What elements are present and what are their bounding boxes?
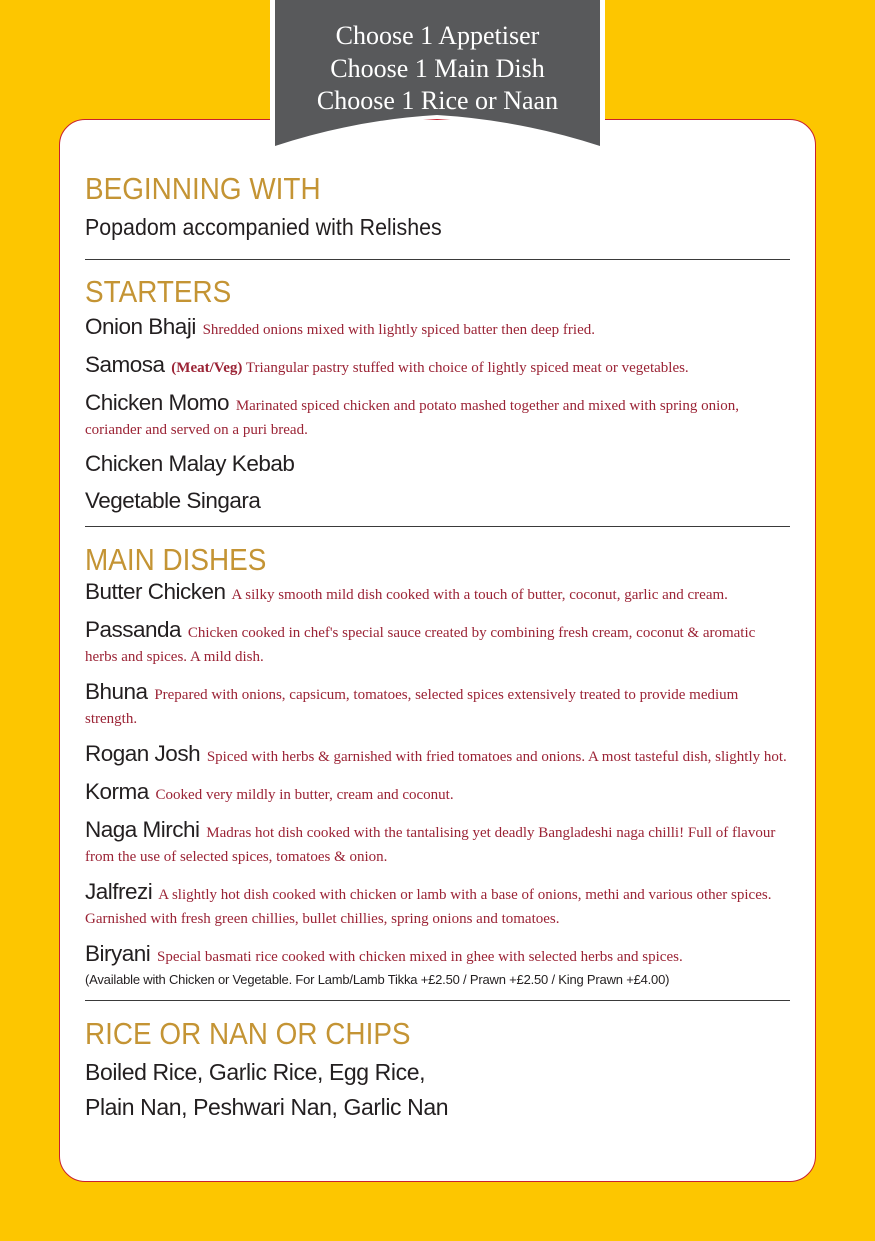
item-description: A slightly hot dish cooked with chicken or lamb with a base of onions, methi and various other spices. Garnished with fresh green chillies, bullet chillies, spring onions and tomatoes. [85, 887, 772, 927]
menu-content [85, 170, 791, 1125]
sides-line-rice: Boiled Rice, Garlic Rice, Egg Rice, [85, 1059, 426, 1085]
main-item-jalfrezi [85, 880, 791, 931]
item-description: Marinated spiced chicken and potato mashed together and mixed with spring onion, coriander and served on a puri bread. [85, 398, 740, 438]
section-mains [85, 541, 791, 988]
offer-banner [270, 0, 605, 152]
main-item-rogan-josh [85, 742, 791, 769]
item-name: Butter Chicken [85, 579, 226, 604]
banner-line-rice: Choose 1 Rice or Naan [316, 86, 559, 115]
section-sides [85, 1015, 791, 1125]
section-starters [85, 273, 791, 516]
banner-line-appetiser: Choose 1 Appetiser [335, 21, 540, 50]
item-description: Special basmati rice cooked with chicken mixed in ghee with selected herbs and spices. [157, 949, 683, 965]
item-name: Korma [85, 779, 149, 804]
item-name: Biryani [85, 941, 151, 966]
starter-item-chicken-malay-kebab [85, 452, 791, 479]
section-title-mains: MAIN DISHES [85, 542, 267, 577]
starter-item-samosa [85, 353, 791, 380]
sides-line-nan: Plain Nan, Peshwari Nan, Garlic Nan [85, 1094, 449, 1120]
starter-item-vegetable-singara [85, 489, 791, 516]
item-description: Chicken cooked in chef's special sauce created by combining fresh cream, coconut & aromatic herbs and spices. A mild dish. [85, 625, 756, 665]
item-tag: (Meat/Veg) [171, 360, 243, 376]
banner-line-main: Choose 1 Main Dish [330, 53, 545, 83]
item-description: Triangular pastry stuffed with choice of lightly spiced meat or vegetables. [245, 360, 689, 376]
item-name: Samosa [85, 352, 165, 377]
main-item-biryani [85, 942, 791, 969]
divider [85, 526, 790, 527]
item-name: Bhuna [85, 679, 148, 704]
divider [85, 259, 790, 260]
main-item-butter-chicken [85, 580, 791, 607]
item-name: Jalfrezi [85, 879, 153, 904]
section-title-sides: RICE OR NAN OR CHIPS [85, 1016, 411, 1051]
item-name: Vegetable Singara [85, 488, 261, 513]
item-description: Madras hot dish cooked with the tantalising yet deadly Bangladeshi naga chilli! Full of flavour from the use of selected spices, tomatoes & onion. [85, 825, 776, 865]
item-description: Cooked very mildly in butter, cream and coconut. [155, 787, 454, 803]
item-description: Spiced with herbs & garnished with fried tomatoes and onions. A most tasteful dish, slightly hot. [206, 749, 787, 765]
main-item-korma [85, 780, 791, 807]
main-item-bhuna [85, 680, 791, 731]
item-name: Onion Bhaji [85, 314, 196, 339]
section-title-starters: STARTERS [85, 274, 232, 309]
beginning-text: Popadom accompanied with Relishes [85, 214, 442, 240]
starter-item-chicken-momo [85, 391, 791, 442]
item-name: Chicken Momo [85, 390, 230, 415]
item-name: Passanda [85, 617, 182, 642]
section-title-beginning: BEGINNING WITH [85, 171, 321, 206]
item-description: Prepared with onions, capsicum, tomatoes, selected spices extensively treated to provide medium strength. [85, 687, 739, 727]
section-beginning [85, 170, 791, 244]
main-item-passanda [85, 618, 791, 669]
main-item-naga-mirchi [85, 818, 791, 869]
item-name: Rogan Josh [85, 741, 201, 766]
biryani-availability-note: (Available with Chicken or Vegetable. For Lamb/Lamb Tikka +£2.50 / Prawn +£2.50 / King Prawn +£4.00) [85, 972, 670, 987]
item-description: A silky smooth mild dish cooked with a touch of butter, coconut, garlic and cream. [231, 587, 728, 603]
item-name: Chicken Malay Kebab [85, 451, 295, 476]
item-description: Shredded onions mixed with lightly spiced batter then deep fried. [202, 322, 595, 338]
divider [85, 1000, 790, 1001]
starter-item-onion-bhaji [85, 315, 791, 342]
item-name: Naga Mirchi [85, 817, 200, 842]
banner-text [270, 20, 605, 118]
